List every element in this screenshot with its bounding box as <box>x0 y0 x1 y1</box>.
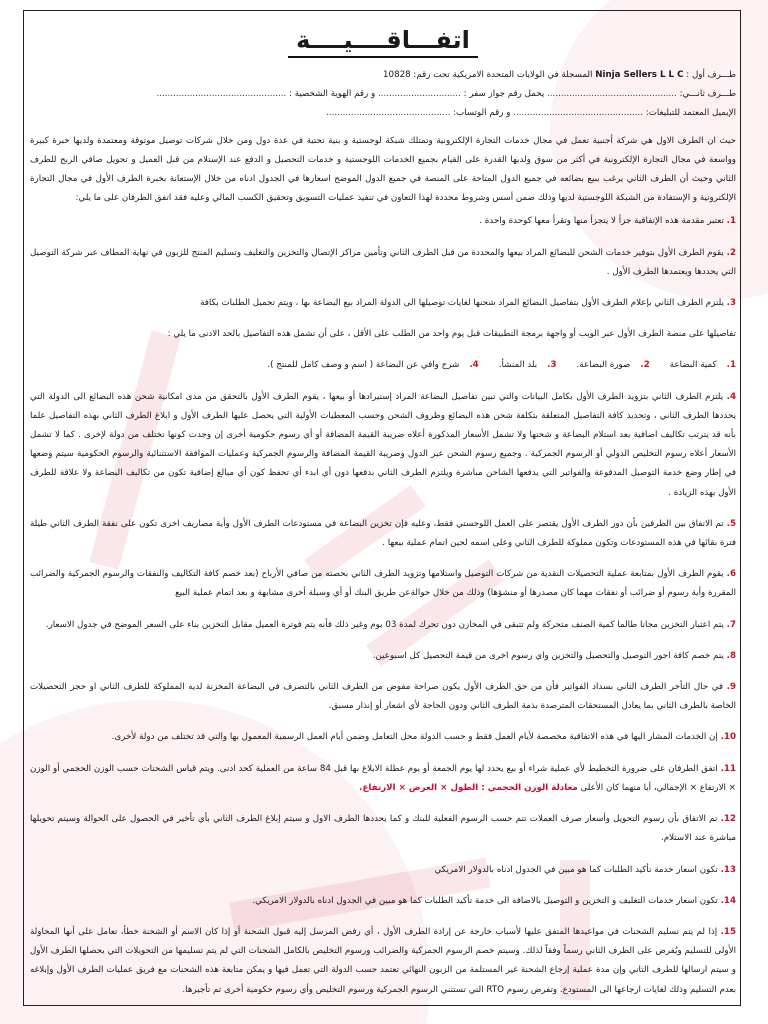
clause-text: تم الاتفاق بين الطرفين بأن دور الطرف الأول يقتصر على العمل اللوجستي فقط، وعليه فإن تخزين البضاعة في مستودعات الطرف الأول وأية مصاريف اخرى تكون على نفقة الطرف الثاني طيلة فترة بقائها في هذه المستودعات وتكون مملوكة للطرف الثاني وعلى اسمه لحين اتمام عملية بيعها . <box>30 518 736 549</box>
detail-item-number: 1. <box>726 360 736 371</box>
clause-number: 12. <box>720 814 736 825</box>
clause-number: 1. <box>726 216 736 227</box>
detail-item-number: 3. <box>547 360 557 371</box>
clause-4 <box>30 388 736 503</box>
clause-text: تم الاتفاق بأن رسوم التحويل وأسعار صرف العملات تتم حسب الرسوم الفعلية للبنك و كما يحددها الطرف الاول و سيتم إبلاغ الطرف الثاني بأي تأخير في الحصول على الحوالة وسيتم تحويلها مباشرة عند الاستلام. <box>30 814 736 844</box>
party1-company: Ninja Sellers L L C <box>595 70 684 80</box>
contact-line <box>30 104 736 123</box>
clause-number: 14. <box>720 895 736 906</box>
clause-text: اتفق الطرفان على ضرورة التخطيط لأي عملية شراء أو بيع يحدد لها يوم الجمعة أو يوم عطلة الابلاغ بها قبل 84 ساعة من العملية كحد ادنى. ويتم قياس الشحنات حسب الوزن الحجمي أو الوزن × الارتفاع × الإجمالي، أيا منهما كان الأعلى <box>30 763 736 793</box>
party2-line <box>30 85 736 104</box>
party1-line <box>30 66 736 85</box>
clause-13 <box>30 861 736 880</box>
clause-3 <box>30 294 736 313</box>
clause-9 <box>30 678 736 716</box>
required-details-list <box>30 356 736 375</box>
whatsapp-field[interactable]: ............................................. <box>326 108 451 119</box>
clause-text: يلتزم الطرف الثاني بتزويد الطرف الأول بكامل البيانات والتي تبين تفاصيل البضاعة المراد إستيرادها أو بيعها ، يقوم الطرف الأول بالتحقق من مدى امكانية شحن هذه البضائع الى الدولة التي يحددها الطرف الثاني ، وتحديد كافة التفاصيل المتعلقة بتكلفة شحن هذه البضائع وظروف الشحن وحسب المعطيات الأولية التي يحصل عليها الطرف الأول و ابلاغ الطرف الثاني بهذه التفاصيل علما بأنه قد يترتب تكاليف اضافية بعد استلام البضاعة و شحنها ولا تشمل الأسعار المذكورة أعلاه ضريبة القيمة المضافة أو أي رسوم حكومية أخرى إن وجدت كونها تختلف من دولة لإخرى . كما لا تشمل الأسعار أعلاه رسوم التخليص الدولي أو الرسوم الجمركية . وجميع رسوم الشحن عبر الدول وضريبة القيمة المضافة والرسوم الجمركية وعمليات الموافقة الاستثنائية والرسوم الحكومية سيتم وضعها في إطار وضع خدمة التوصيل المدفوعة والفواتير التي يدفعها الشاحن مباشرة ويلتزم الطرف الثاني بدفعها دون أي ابدء أي تحفظ كون أي مبالغ إضافية تكون من تكاليف البضاعة ولا علاقة للطرف الأول بهذه الزيادة . <box>30 391 736 498</box>
clause-14 <box>30 892 736 911</box>
party1-text: المسجلة في الولايات المتحدة الامريكية تحت رقم: 10828 <box>383 70 593 80</box>
clause-1 <box>30 212 736 231</box>
passport-label: يحمل رقم جواز سفر : <box>463 89 545 100</box>
clause-number: 10. <box>720 732 736 743</box>
clause-3-continuation: تفاصيلها على منصة الطرف الأول عبر الويب أو واجهة برمجة التطبيقات قبل يوم واحد من الطلب على الأقل ، على أن تشمل هذه التفاصيل بالحد الادنى ما يلي : <box>167 329 736 340</box>
volumetric-formula: معادلة الوزن الحجمي : الطول × العرض × الارتفاع. <box>359 782 578 793</box>
clause-text: يتم خصم كافة اجور التوصيل والتحصيل والتخزين واي رسوم اخرى من قيمة التحصيل كل اسبوعين. <box>372 650 724 661</box>
passport-field[interactable]: .............................. <box>377 89 461 100</box>
clause-text: تكون اسعار خدمة تأكيد الطلبات كما هو مبين في الجدول ادناه بالدولار الامريكي <box>434 864 718 875</box>
detail-item-text: شرح وافي عن البضاعة ( اسم و وصف كامل للمنتج ). <box>267 360 460 371</box>
clause-text: تعتبر مقدمة هذه الإتفاقية جزأ لا يتجزأ منها وتقرأ معها كوحدة واحدة . <box>479 216 724 227</box>
clause-text: يتم اعتبار التخزين مجانا طالما كمية الصنف متحركة ولم تتبقى في المخازن دون تحرك لمدة 03 يوم وغير ذلك فأنه يتم فوترة العميل مقابل التخزين بناء على السعر الموضح في جدول الاسعار. <box>45 619 724 630</box>
clause-number: 13. <box>720 864 736 875</box>
clause-number: 2. <box>726 247 736 258</box>
detail-item-number: 4. <box>469 360 479 371</box>
id-label: و رقم الهوية الشخصية : <box>289 89 376 100</box>
whatsapp-label: و رقم الوتساب: <box>453 108 511 119</box>
detail-item-number: 2. <box>640 360 650 371</box>
clause-number: 11. <box>720 763 737 774</box>
clause-12 <box>30 810 736 848</box>
clauses-group-3 <box>30 810 736 1000</box>
clause-7 <box>30 616 736 635</box>
detail-item <box>489 360 557 370</box>
clause-text: إن الخدمات المشار اليها في هذه الاتفاقية مخصصة لأيام العمل فقط و حسب الدولة محل التعامل وضمن أيام العمل الرسمية المعمول بها والتي قد تختلف من دولة لأخرى. <box>111 732 718 743</box>
detail-item-text: صورة البضاعة. <box>576 360 631 371</box>
clause-number: 4. <box>726 391 737 402</box>
clause-number: 3. <box>726 298 736 309</box>
id-field[interactable]: ............................................... <box>156 89 287 100</box>
clause-number: 9. <box>726 682 736 693</box>
party1-label: طـــرف أول : <box>686 70 736 80</box>
clauses-group-2 <box>30 388 736 748</box>
clause-number: 7. <box>726 619 736 630</box>
email-label: الإيميل المعتمد للتبليغات: <box>645 108 736 119</box>
clause-2 <box>30 244 736 282</box>
clause-number: 5. <box>726 518 736 529</box>
clause-5 <box>30 515 736 553</box>
clause-number: 15. <box>720 926 736 937</box>
clause-text: تكون اسعار خدمات التغليف و التخزين و التوصيل بالاضافة الى خدمة تأكيد الطلبات كما هو مبين في الجدول ادناه بالدولار الامريكي. <box>252 895 718 906</box>
clause-text: يقوم الطرف الأول بمتابعة عملية التحصيلات النقدية من شركات التوصيل واستلامها وتزويد الطرف الثاني بحصته من صافي الأرباح (بعد خصم كافة التكاليف والنفقات والرسوم الجمركية والضرائب المقررة وأية رسوم أو ضرائب أو نفقات مهما كان مصدرها أو منشؤها) وذلك من خلال حوالةعن طريق البنك أو أي وسيلة أخرى مشابهة و بعد اتمام عملية البيع <box>30 569 736 599</box>
clause-text: يلتزم الطرف الثاني بإعلام الطرف الأول بتفاصيل البضائع المراد شحنها لغايات توصيلها الى الدولة المراد بيع البضاعة بها ، ويتم تحميل الطلبات بكافة <box>200 298 724 309</box>
clause-10 <box>30 728 736 747</box>
detail-item <box>660 360 736 370</box>
detail-item-text: كمية البضاعة <box>669 360 717 371</box>
clause-11 <box>30 760 736 798</box>
clause-text: في حال التأخر الطرف الثاني بسداد الفواتير فأن من حق الطرف الأول يكون صراحة مفوض من الطرف الثاني بالتصرف في البضاعة المخزنة لديه المملوكة للطرف الثاني او حجز التحصيلات الخاصة بالطرف الثاني بما يعادل المستحقات المترصدة بذمة الطرف الثاني ودون الحاجة لأي اشعار أو إنذار مسبق. <box>30 682 736 712</box>
detail-item <box>257 360 478 370</box>
detail-item-text: بلد المنشأ. <box>498 360 538 371</box>
clause-text: يقوم الطرف الأول بتوفير خدمات الشحن للبضائع المراد بيعها والمحددة من قبل الطرف الثاني وتأمين مراكز الإتصال والتخزين والتغليف وتسليم المنتج للزبون في نهاية المطاف عبر شركة التوصيل التي يحددها ويعتمدها الطرف الأول . <box>30 247 736 277</box>
clause-6 <box>30 565 736 603</box>
party2-label: طـــرف ثانـــي: <box>679 89 736 100</box>
clause-text: إذا لم يتم تسليم الشحنات في مواعيدها المتفق عليها لأسباب خارجة عن إرادة الطرف الأول ، أي رفض المرسل إليه قبول الشحنة أو إذا كان الاسم أو الشحنة خطأ، تعامل على أنها المحاولة الأولى للتسليم ويُفرض على الطرف الثاني رسماً وفقاً لذلك. وسيتم خصم الرسوم الجمركية والضرائب ورسوم التخليص بالكامل الشحنات التي لم يتم تسليمها من التحويلات التي يحصلها الطرف الأول و سيتم ارسالها للطرف الثاني وإن مدة عملية إرجاع الشحنة غير المستلمة من الزبون النهائي تعتمد حسب الدولة التي تعمل فيها و يمكن متابعة هذه الشحنات مع فريق عمليات الطرف الأول وإبلاغه بعدم التسليم وذلك لغايات ارجاعها الى المستودع. وتفرض رسوم RTO التي تستثني الرسوم الجمركية ورسوم التخليص وأي رسوم حكومية أخرى تم تأجيرها. <box>30 926 736 995</box>
detail-item <box>567 360 650 370</box>
clause-8 <box>30 647 736 666</box>
intro-paragraph: حيث ان الطرف الاول هي شركة أجنبية تعمل في مجال خدمات التجارة الإلكترونية وتمتلك شبكة لوجستية و بنية تحتية في عدة دول ومن خلال شركات توصيل موثوقة ومعتمدة ولديها خبرة كبيرة وواسعة في مجال التجارة الإلكترونية في أكثر من سوق ولديها القدرة على القيام بجميع الخدمات اللوجستية و خدمات التحصيل و الدفع عند الإستلام من قبل العميل و تحويل صافي الربح للطرف الثاني وحيث أن الطرف الثاني يرغب ببيع بضائعه في جميع الدول المتاحة على المنصة في جميع الدول الموضح اسعارها في الجدول ادناه من خلال الإستعانة بخبرة الطرف الأول في مجال التجارة الإلكترونية و الإستفادة من الشبكة اللوجستية لديها وذلك ضمن أسس وشروط محددة لهذا التعاون في تنفيذ عمليات التسويق وتحقيق الكسب المالي وعليه فقد اتفق الطرفان على ما يلي: <box>30 135 736 204</box>
email-field[interactable]: ............................................... <box>513 108 644 119</box>
party2-name-field[interactable]: ............................................... <box>547 89 677 100</box>
document-title: اتفـــاقــــيــــة <box>30 24 736 58</box>
clause-15 <box>30 923 736 1000</box>
clause-number: 8. <box>726 650 736 661</box>
clauses-group-1 <box>30 212 736 313</box>
agreement-document <box>30 12 736 1012</box>
clause-number: 6. <box>726 569 736 580</box>
